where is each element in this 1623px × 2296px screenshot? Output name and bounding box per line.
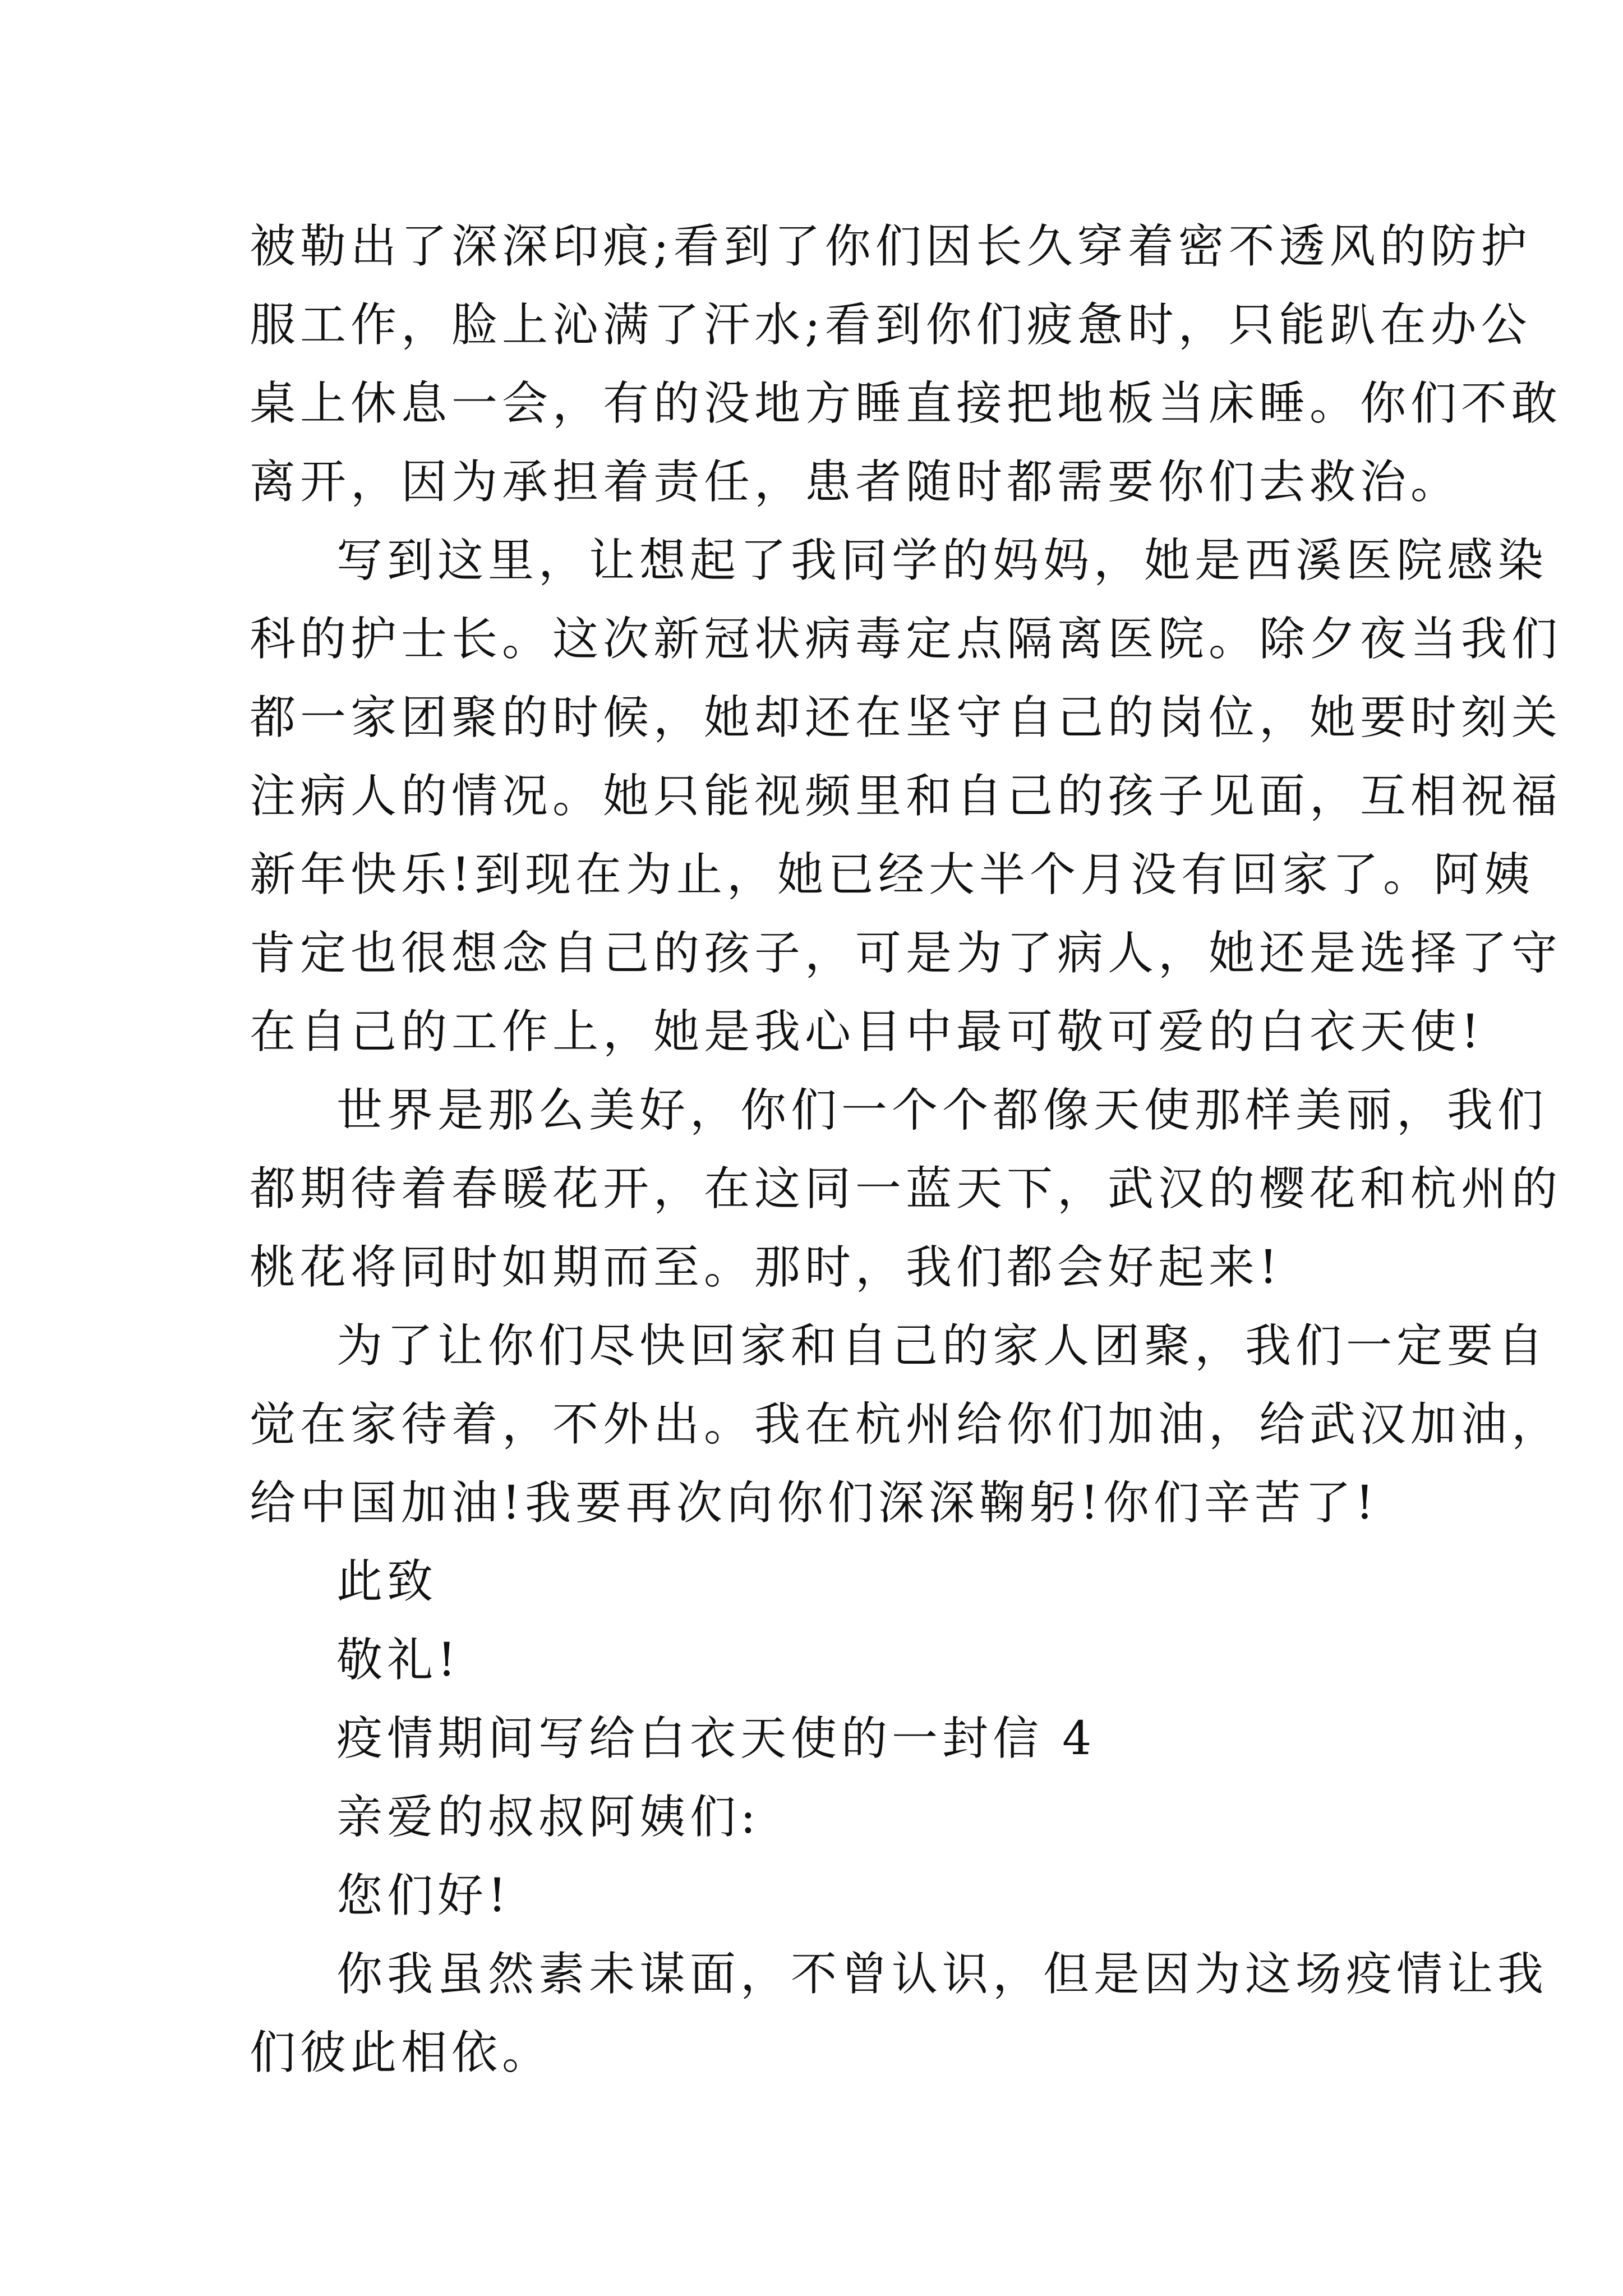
body-text-line: 都一家团聚的时候，她却还在坚守自己的岗位，她要时刻关 bbox=[250, 691, 1562, 744]
body-text-line: 觉在家待着，不外出。我在杭州给你们加油，给武汉加油， bbox=[250, 1398, 1562, 1451]
paragraph-first-line: 你我虽然素未谋面，不曾认识，但是因为这场疫情让我 bbox=[336, 1948, 1548, 2001]
closing-salutation: 此致 bbox=[336, 1555, 438, 1608]
body-text-line: 们彼此相依。 bbox=[250, 2026, 553, 2079]
body-text-line: 科的护士长。这次新冠状病毒定点隔离医院。除夕夜当我们 bbox=[250, 613, 1562, 666]
body-text-line: 在自己的工作上，她是我心目中最可敬可爱的白衣天使! bbox=[250, 1005, 1484, 1059]
paragraph-first-line: 为了让你们尽快回家和自己的家人团聚，我们一定要自 bbox=[336, 1319, 1548, 1373]
body-text-line: 都期待着春暖花开，在这同一蓝天下，武汉的樱花和杭州的 bbox=[250, 1162, 1562, 1216]
greeting-line: 您们好! bbox=[336, 1869, 511, 1922]
body-text-line: 新年快乐!到现在为止，她已经大半个月没有回家了。阿姨 bbox=[250, 848, 1534, 901]
body-text-line: 注病人的情况。她只能视频里和自己的孩子见面，互相祝福 bbox=[250, 770, 1562, 823]
section-title: 疫情期间写给白衣天使的一封信 4 bbox=[336, 1712, 1096, 1765]
paragraph-first-line: 世界是那么美好，你们一个个都像天使那样美丽，我们 bbox=[336, 1084, 1548, 1137]
body-text-line: 桃花将同时如期而至。那时，我们都会好起来! bbox=[250, 1241, 1282, 1294]
greeting-line: 亲爱的叔叔阿姨们: bbox=[336, 1791, 760, 1844]
body-text-line: 服工作，脸上沁满了汗水;看到你们疲惫时，只能趴在办公 bbox=[250, 298, 1532, 352]
paragraph-first-line: 写到这里，让想起了我同学的妈妈，她是西溪医院感染 bbox=[336, 534, 1548, 587]
body-text-line: 离开，因为承担着责任，患者随时都需要你们去救治。 bbox=[250, 455, 1461, 509]
body-text-line: 给中国加油!我要再次向你们深深鞠躬!你们辛苦了! bbox=[250, 1476, 1378, 1530]
body-text-line: 被勒出了深深印痕;看到了你们因长久穿着密不透风的防护 bbox=[250, 220, 1532, 273]
body-text-line: 肯定也很想念自己的孩子，可是为了病人，她还是选择了守 bbox=[250, 927, 1562, 980]
body-text-line: 桌上休息一会，有的没地方睡直接把地板当床睡。你们不敢 bbox=[250, 377, 1562, 430]
closing-regards: 敬礼! bbox=[336, 1634, 460, 1687]
